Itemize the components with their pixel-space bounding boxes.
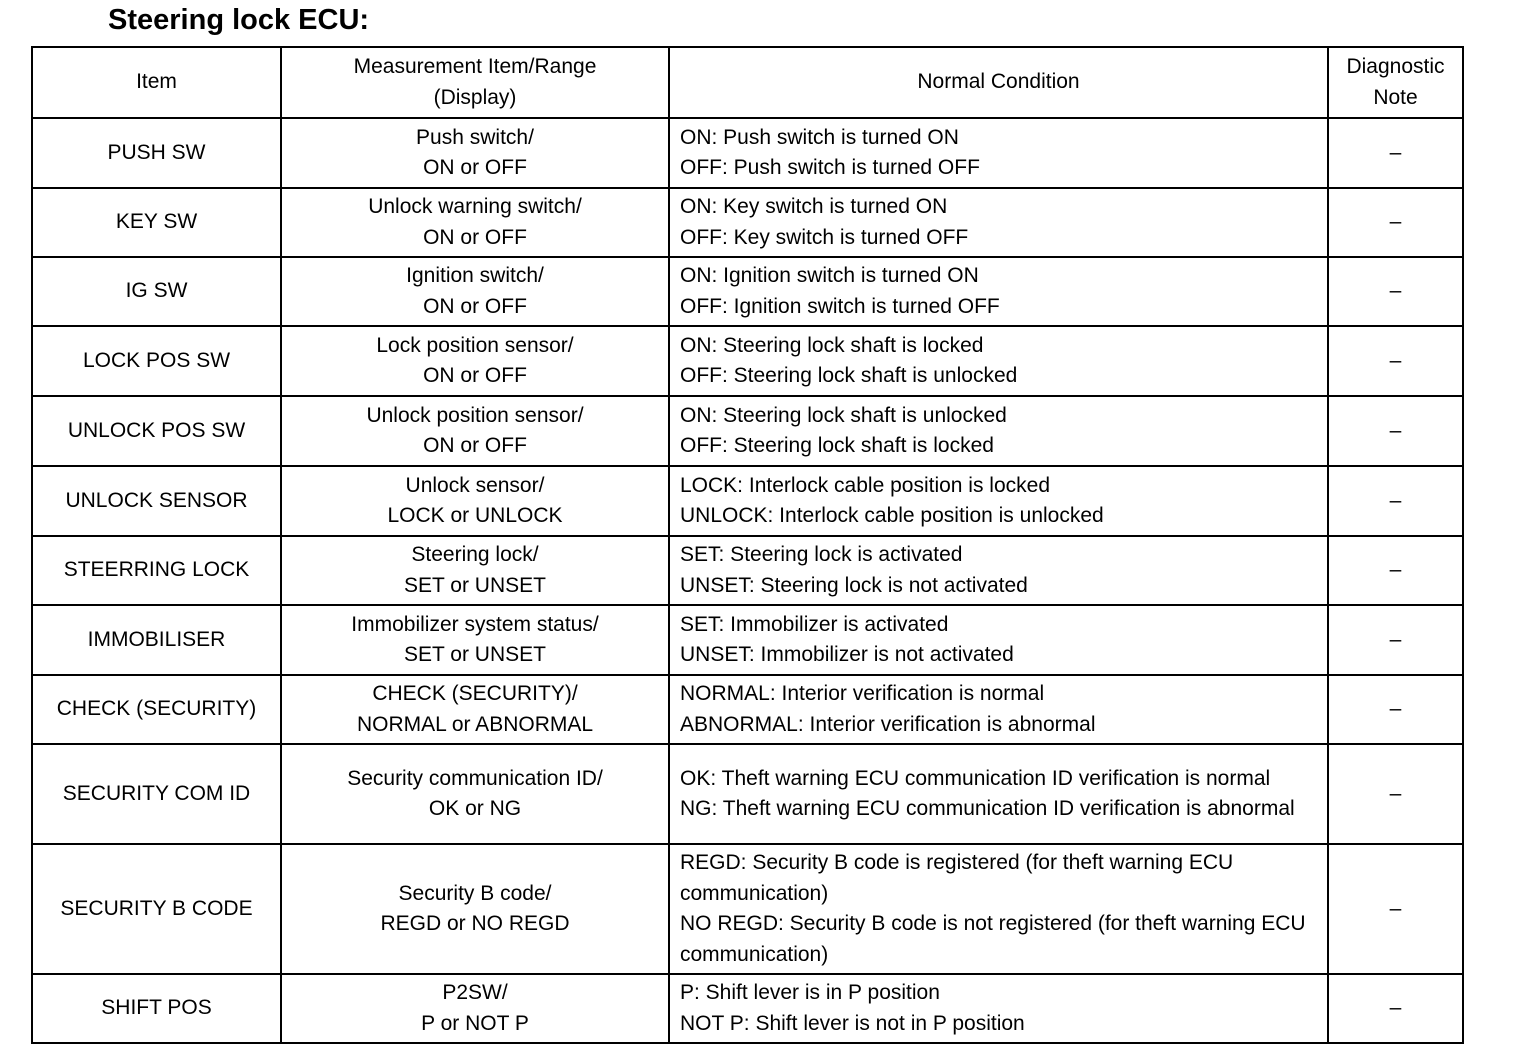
page-title: Steering lock ECU: (108, 4, 370, 36)
normal-condition-cell: P: Shift lever is in P position NOT P: Shift lever is not in P position (669, 974, 1328, 1043)
table-row (32, 396, 1463, 466)
steering-lock-ecu-table (31, 46, 1464, 1044)
measurement-cell: Immobilizer system status/ SET or UNSET (281, 605, 669, 675)
item-cell: STEERRING LOCK (32, 536, 281, 605)
table-row (32, 844, 1463, 974)
diagnostic-note-cell: – (1328, 326, 1463, 396)
table-row (32, 466, 1463, 536)
item-cell: UNLOCK POS SW (32, 396, 281, 466)
table-row (32, 188, 1463, 257)
header-item: Item (32, 47, 281, 118)
table-row (32, 118, 1463, 188)
diagnostic-note-cell: – (1328, 675, 1463, 744)
item-cell: SECURITY COM ID (32, 744, 281, 844)
measurement-cell: Steering lock/ SET or UNSET (281, 536, 669, 605)
normal-condition-cell: OK: Theft warning ECU communication ID verification is normal NG: Theft warning ECU communication ID verification is abnormal (669, 744, 1328, 844)
item-cell: CHECK (SECURITY) (32, 675, 281, 744)
diagnostic-note-cell: – (1328, 605, 1463, 675)
measurement-cell: Security B code/ REGD or NO REGD (281, 844, 669, 974)
header-measurement: Measurement Item/Range (Display) (281, 47, 669, 118)
normal-condition-cell: ON: Steering lock shaft is unlocked OFF: Steering lock shaft is locked (669, 396, 1328, 466)
item-cell: LOCK POS SW (32, 326, 281, 396)
measurement-cell: P2SW/ P or NOT P (281, 974, 669, 1043)
table-row (32, 536, 1463, 605)
diagnostic-note-cell: – (1328, 396, 1463, 466)
diagnostic-note-cell: – (1328, 188, 1463, 257)
normal-condition-cell: NORMAL: Interior verification is normal ABNORMAL: Interior verification is abnormal (669, 675, 1328, 744)
measurement-cell: Security communication ID/ OK or NG (281, 744, 669, 844)
diagnostic-note-cell: – (1328, 974, 1463, 1043)
item-cell: KEY SW (32, 188, 281, 257)
table-header-row (32, 47, 1463, 118)
header-normal-condition: Normal Condition (669, 47, 1328, 118)
measurement-cell: Unlock warning switch/ ON or OFF (281, 188, 669, 257)
measurement-cell: Lock position sensor/ ON or OFF (281, 326, 669, 396)
table-row (32, 974, 1463, 1043)
diagnostic-note-cell: – (1328, 466, 1463, 536)
measurement-cell: Ignition switch/ ON or OFF (281, 257, 669, 326)
normal-condition-cell: SET: Steering lock is activated UNSET: Steering lock is not activated (669, 536, 1328, 605)
diagnostic-note-cell: – (1328, 536, 1463, 605)
diagnostic-note-cell: – (1328, 118, 1463, 188)
normal-condition-cell: ON: Push switch is turned ON OFF: Push switch is turned OFF (669, 118, 1328, 188)
diagnostic-note-cell: – (1328, 744, 1463, 844)
diagnostic-note-cell: – (1328, 257, 1463, 326)
table-row (32, 326, 1463, 396)
table-row (32, 744, 1463, 844)
diagnostic-note-cell: – (1328, 844, 1463, 974)
measurement-cell: CHECK (SECURITY)/ NORMAL or ABNORMAL (281, 675, 669, 744)
item-cell: IG SW (32, 257, 281, 326)
table-row (32, 675, 1463, 744)
header-diagnostic-note: Diagnostic Note (1328, 47, 1463, 118)
item-cell: UNLOCK SENSOR (32, 466, 281, 536)
normal-condition-cell: ON: Steering lock shaft is locked OFF: Steering lock shaft is unlocked (669, 326, 1328, 396)
table-row (32, 605, 1463, 675)
item-cell: PUSH SW (32, 118, 281, 188)
item-cell: SECURITY B CODE (32, 844, 281, 974)
normal-condition-cell: ON: Key switch is turned ON OFF: Key switch is turned OFF (669, 188, 1328, 257)
measurement-cell: Unlock sensor/ LOCK or UNLOCK (281, 466, 669, 536)
normal-condition-cell: ON: Ignition switch is turned ON OFF: Ignition switch is turned OFF (669, 257, 1328, 326)
normal-condition-cell: LOCK: Interlock cable position is locked UNLOCK: Interlock cable position is unlocked (669, 466, 1328, 536)
normal-condition-cell: SET: Immobilizer is activated UNSET: Immobilizer is not activated (669, 605, 1328, 675)
measurement-cell: Push switch/ ON or OFF (281, 118, 669, 188)
normal-condition-cell: REGD: Security B code is registered (for theft warning ECU communication) NO REGD: Security B code is not registered (for theft warning ECU communication) (669, 844, 1328, 974)
measurement-cell: Unlock position sensor/ ON or OFF (281, 396, 669, 466)
item-cell: IMMOBILISER (32, 605, 281, 675)
item-cell: SHIFT POS (32, 974, 281, 1043)
table-row (32, 257, 1463, 326)
